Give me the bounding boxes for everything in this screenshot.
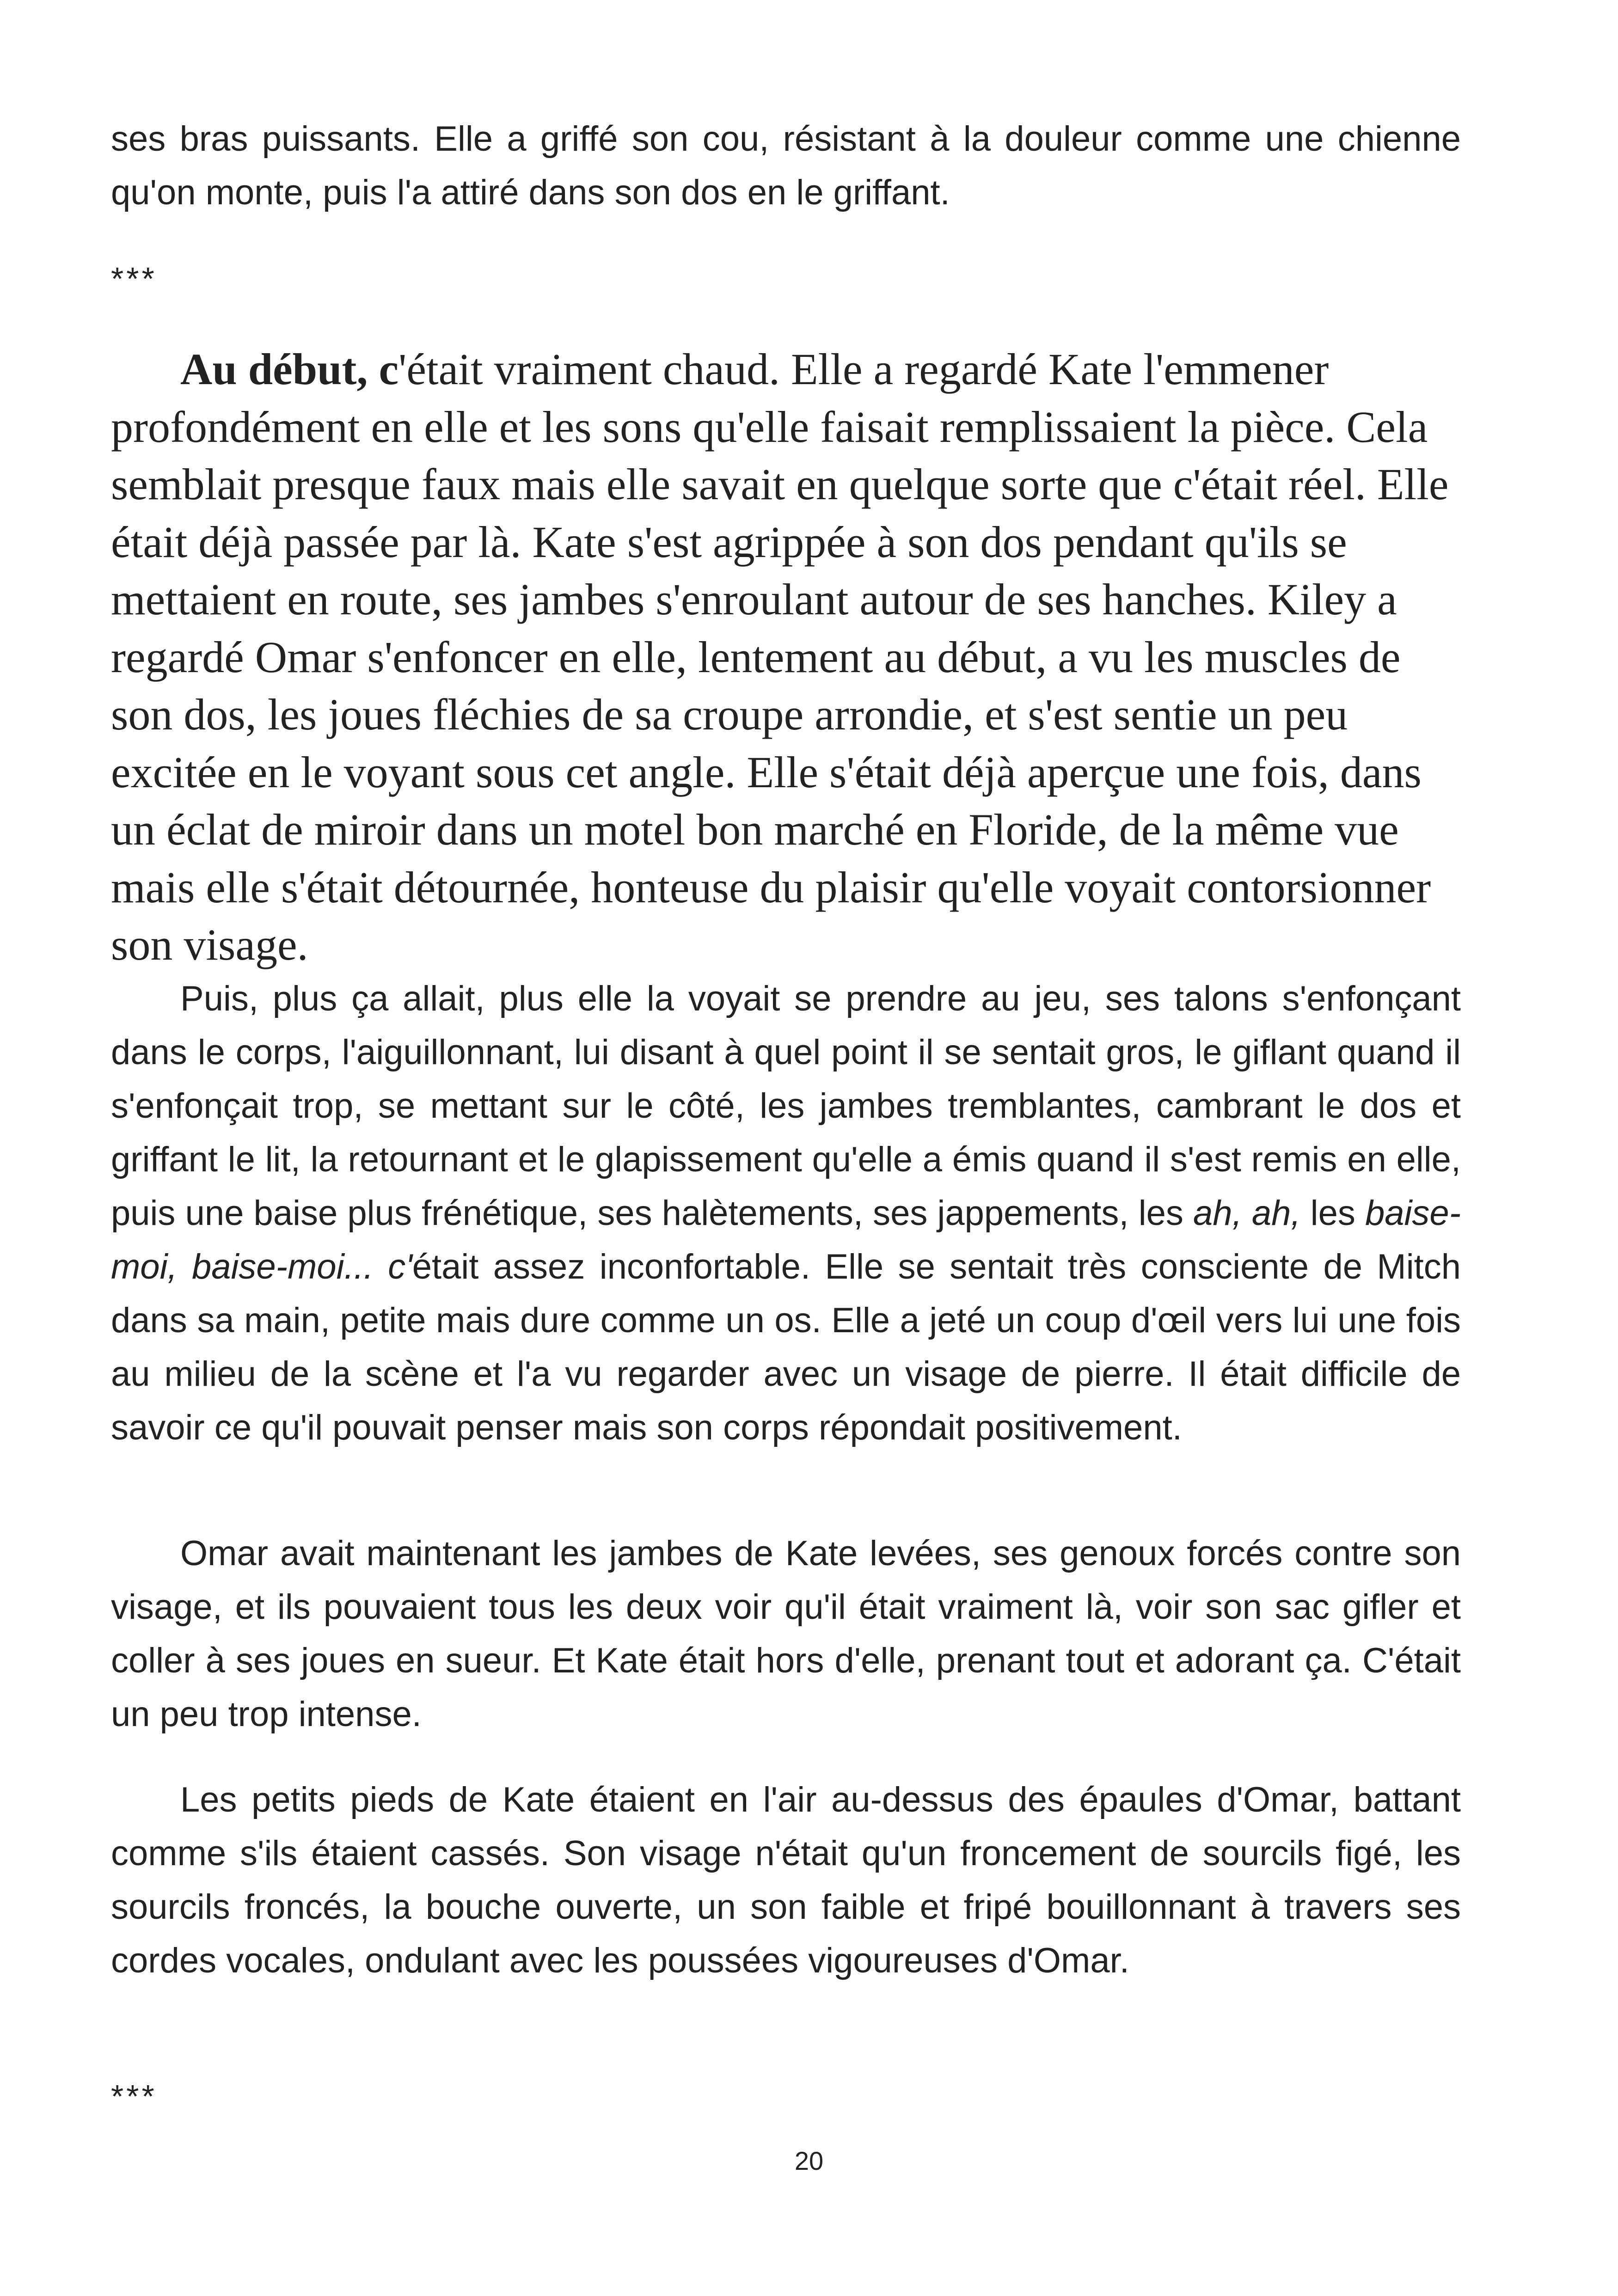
paragraph-2-part-2: les [1300,1194,1366,1233]
bold-lead-in: Au début, c [180,344,399,394]
paragraph-4: Les petits pieds de Kate étaient en l'air au-dessus des épaules d'Omar, battant comme s'ils étaient cassés. Son visage n'était qu'un froncement de sourcils figé, les sourcils froncés, la bouche ouverte, un son faible et fripé bouillonnant à travers ses cordes vocales, ondulant avec les poussées vigoureuses d'Omar. [111,1780,1461,1980]
section-separator-end: *** [111,2078,157,2114]
paragraph-2-italic-1: ah, ah, [1193,1194,1301,1233]
opening-paragraph: ses bras puissants. Elle a griffé son cou, résistant à la douleur comme une chienne qu'on monte, puis l'a attiré dans son dos en le griffant. [111,119,1461,212]
section-separator: *** [111,261,157,297]
paragraph-2 [111,972,1461,1455]
serif-paragraph-text: 'était vraiment chaud. Elle a regardé Kate l'emmener profondément en elle et les sons qu'elle faisait remplissaient la pièce. Cela semblait presque faux mais elle savait en quelque sorte que c'était réel. Elle était déjà passée par là. Kate s'est agrippée à son dos pendant qu'ils se mettaient en route, ses jambes s'enroulant autour de ses hanches. Kiley a regardé Omar s'enfoncer en elle, lentement au début, a vu les muscles de son dos, les joues fléchies de sa croupe arrondie, et s'est sentie un peu excitée en le voyant sous cet angle. Elle s'était déjà aperçue une fois, dans un éclat de miroir dans un motel bon marché en Floride, de la même vue mais elle s'était détournée, honteuse du plaisir qu'elle voyait contorsionner son visage. [111,344,1449,969]
paragraph-2-italic-2: baise-moi, baise-moi... c' [111,1194,1461,1286]
paragraph-3: Omar avait maintenant les jambes de Kate levées, ses genoux forcés contre son visage, et ils pouvaient tous les deux voir qu'il était vraiment là, voir son sac gifler et coller à ses joues en sueur. Et Kate était hors d'elle, prenant tout et adorant ça. C'était un peu trop intense. [111,1534,1461,1734]
page-number: 20 [794,2146,824,2175]
serif-paragraph [111,341,1461,974]
paragraph-2-part-3: était assez inconfortable. Elle se sentait très consciente de Mitch dans sa main, petite mais dure comme un os. Elle a jeté un coup d'œil vers lui une fois au milieu de la scène et l'a vu regarder avec un visage de pierre. Il était difficile de savoir ce qu'il pouvait penser mais son corps répondait positivement. [111,1247,1461,1447]
paragraph-2-part-1: Puis, plus ça allait, plus elle la voyait se prendre au jeu, ses talons s'enfonçant dans le corps, l'aiguillonnant, lui disant à quel point il se sentait gros, le giflant quand il s'enfonçait trop, se mettant sur le côté, les jambes tremblantes, cambrant le dos et griffant le lit, la retournant et le glapissement qu'elle a émis quand il s'est remis en elle, puis une baise plus frénétique, ses halètements, ses jappements, les [111,979,1461,1233]
